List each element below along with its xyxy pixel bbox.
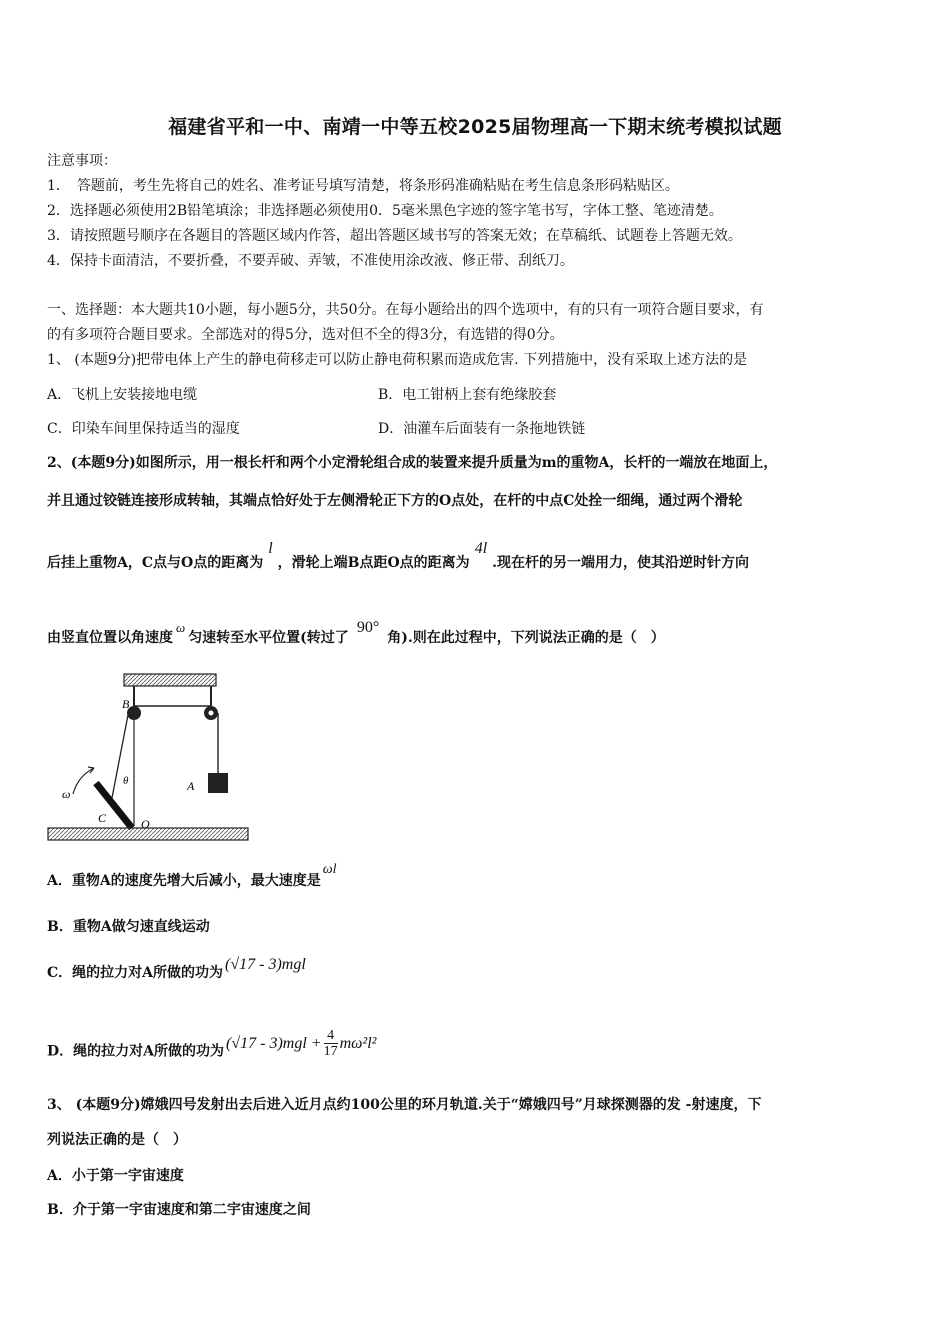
question-3-option-a: A．小于第一宇宙速度 (47, 1168, 184, 1184)
question-1-option-a: A．飞机上安装接地电缆 (47, 387, 198, 403)
label-omega: ω (62, 787, 71, 801)
label-theta: θ (123, 775, 129, 787)
pulley-rod-figure (44, 670, 254, 848)
ceiling-support (124, 674, 216, 686)
option-c-math: (√17 - 3)mgl (225, 956, 306, 973)
question-2-line-3: 后挂上重物A，C点与O点的距离为l，滑轮上端B点距O点的距离为4l.现在杆的另一端用力，使其沿逆时针方向 (47, 540, 750, 571)
notice-item-1: 1． 答题前，考生先将自己的姓名、准考证号填写清楚，将条形码准确粘贴在考生信息条形码粘贴区。 (47, 178, 679, 194)
notice-item-2: 2．选择题必须使用2B铅笔填涂；非选择题必须使用0．5毫米黑色字迹的签字笔书写，字体工整、笔迹清楚。 (47, 203, 723, 219)
label-o: O (141, 817, 150, 831)
fraction-numerator: 4 (324, 1028, 338, 1044)
label-c: C (98, 811, 107, 825)
section-intro-line-2: 的有多项符合题目要求。全部选对的得5分，选对但不全的得3分，有选错的得0分。 (47, 327, 564, 343)
question-2-option-d: D．绳的拉力对A所做的功为 (√17 - 3)mgl + $\frac{4}{17}$ mω²l² (47, 1028, 377, 1060)
option-a-math: ωl (322, 862, 337, 877)
question-1-option-b: B．电工钳柄上套有绝缘胶套 (378, 387, 557, 403)
question-1-option-c: C．印染车间里保持适当的湿度 (47, 421, 240, 437)
notice-heading: 注意事项： (47, 153, 117, 169)
question-3-option-b: B．介于第一宇宙速度和第二宇宙速度之间 (47, 1202, 311, 1218)
option-d-math-tail: mω²l² (339, 1034, 377, 1052)
rope-to-rod (111, 715, 128, 803)
question-1-option-d: D．油灌车后面装有一条拖地铁链 (378, 421, 586, 437)
question-2-line-1: 2、(本题9分)如图所示，用一根长杆和两个小定滑轮组合成的装置来提升质量为m的重物A，长杆的一端放在地面上， (47, 455, 778, 471)
question-2-option-b: B．重物A做匀速直线运动 (47, 919, 210, 935)
question-2-option-a: A．重物A的速度先增大后减小，最大速度是ωl (47, 862, 337, 889)
option-d-fraction (324, 1028, 338, 1059)
label-b: B (122, 697, 130, 711)
option-d-math-head: (√17 - 3)mgl + (226, 1034, 322, 1052)
question-1-stem: 1、 (本题9分)把带电体上产生的静电荷移走可以防止静电荷积累而造成危害. 下列措施中，没有采取上述方法的是 (47, 352, 748, 368)
question-2-option-c: C．绳的拉力对A所做的功为 (√17 - 3)mgl (47, 956, 306, 981)
question-3-line-1: 3、 (本题9分)嫦娥四号发射出去后进入近月点约100公里的环月轨道.关于“嫦娥四号”月球探测器的发 -射速度，下 (47, 1097, 762, 1113)
symbol-l: l (268, 540, 273, 557)
label-a: A (187, 779, 195, 793)
notice-item-4: 4．保持卡面清洁，不要折叠，不要弄破、弄皱，不准使用涂改液、修正带、刮纸刀。 (47, 253, 574, 269)
weight-a (208, 773, 228, 793)
page-title: 福建省平和一中、南靖一中等五校2025届物理高一下期末统考模拟试题 (168, 116, 782, 138)
fraction-denominator: 17 (323, 1044, 338, 1059)
question-2-line-2: 并且通过铰链连接形成转轴，其端点恰好处于左侧滑轮正下方的O点处，在杆的中点C处拴一细绳，通过两个滑轮 (47, 493, 743, 509)
question-2-line-4: 由竖直位置以角速度ω匀速转至水平位置(转过了90°角).则在此过程中，下列说法正确的是（ ） (47, 619, 665, 646)
symbol-4l: 4l (474, 540, 488, 557)
notice-item-3: 3．请按照题号顺序在各题目的答题区域内作答，超出答题区域书写的答案无效；在草稿纸、试题卷上答题无效。 (47, 228, 742, 244)
question-3-line-2: 列说法正确的是（ ） (47, 1132, 187, 1148)
symbol-omega: ω (176, 620, 186, 635)
right-pulley-axle (209, 711, 214, 716)
section-intro-line-1: 一、选择题：本大题共10小题，每小题5分，共50分。在每小题给出的四个选项中，有的只有一项符合题目要求，有 (47, 302, 764, 318)
symbol-90-degrees: 90° (356, 619, 380, 636)
